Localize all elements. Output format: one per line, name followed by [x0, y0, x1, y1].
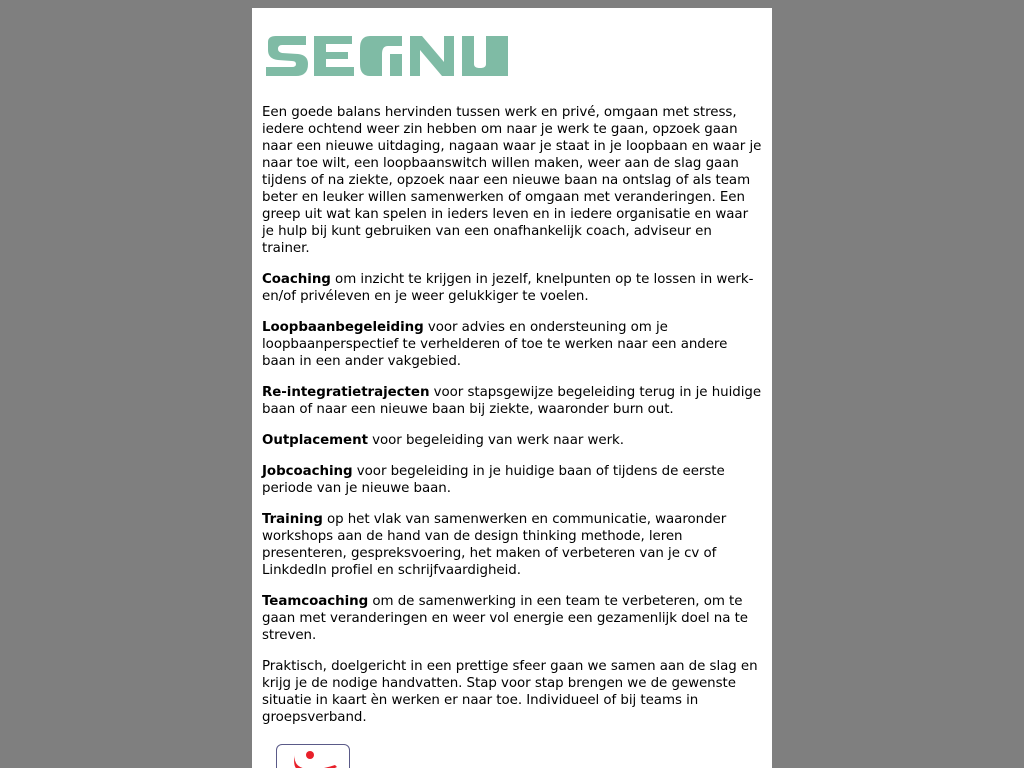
service-title: Jobcoaching: [262, 464, 353, 479]
service-text: op het vlak van samenwerken en communicatie, waaronder workshops aan de hand van de design thinking methode, leren presenteren, gespreksvoering, het maken of verbeteren van je cv of LinkdedIn profiel en schrijfvaardigheid.: [262, 512, 727, 578]
service-re-integratietrajecten: [262, 384, 762, 418]
service-text: voor advies en ondersteuning om je loopbaanperspectief te verhelderen of toe te werken naar een andere baan in een ander vakgebied.: [262, 320, 728, 369]
segno-logo-icon: [266, 36, 508, 76]
service-title: Training: [262, 512, 323, 527]
closing-paragraph: Praktisch, doelgericht in een prettige sfeer gaan we samen aan de slag en krijg je de nodige handvatten. Stap voor stap brengen we de gewenste situatie in kaart èn werken er naar toe. Individueel of bij teams in groepsverband.: [262, 659, 758, 725]
service-title: Coaching: [262, 272, 331, 287]
service-text: voor begeleiding van werk naar werk.: [367, 433, 624, 448]
person-logo-icon: [277, 745, 349, 768]
main-content: [262, 104, 762, 740]
service-teamcoaching: [262, 593, 762, 644]
page-panel: [252, 8, 772, 768]
service-title: Outplacement: [262, 433, 368, 448]
service-text: om de samenwerking in een team te verbeteren, om te gaan met veranderingen en weer vol energie een gezamenlijk doel na te streven.: [262, 594, 748, 643]
intro-paragraph: Een goede balans hervinden tussen werk en privé, omgaan met stress, iedere ochtend weer zin hebben om naar je werk te gaan, opzoek gaan naar een nieuwe uitdaging, nagaan waar je staat in je loopbaan en waar je naar toe wilt, een loopbaanswitch willen maken, weer aan de slag gaan tijdens of na ziekte, opzoek naar een nieuwe baan na ontslag of als team beter en leuker willen samenwerken of omgaan met veranderingen. Een greep uit wat kan spelen in ieders leven en in iedere organisatie en waar je hulp bij kunt gebruiken van een onafhankelijk coach, adviseur en trainer.: [262, 105, 762, 256]
certification-badge[interactable]: [276, 744, 350, 768]
service-title: Loopbaanbegeleiding: [262, 320, 424, 335]
segno-logo: [266, 36, 508, 76]
service-jobcoaching: [262, 463, 762, 497]
service-loopbaanbegeleiding: [262, 319, 762, 370]
service-training: [262, 511, 762, 579]
service-coaching: [262, 271, 762, 305]
service-title: Re-integratietrajecten: [262, 385, 430, 400]
service-text: voor begeleiding in je huidige baan of tijdens de eerste periode van je nieuwe baan.: [262, 464, 725, 496]
service-text: om inzicht te krijgen in jezelf, knelpunten op te lossen in werk- en/of privéleven en je weer gelukkiger te voelen.: [262, 272, 754, 304]
service-outplacement: [262, 432, 762, 449]
service-text: voor stapsgewijze begeleiding terug in je huidige baan of naar een nieuwe baan bij ziekte, waaronder burn out.: [262, 385, 762, 417]
service-title: Teamcoaching: [262, 594, 369, 609]
